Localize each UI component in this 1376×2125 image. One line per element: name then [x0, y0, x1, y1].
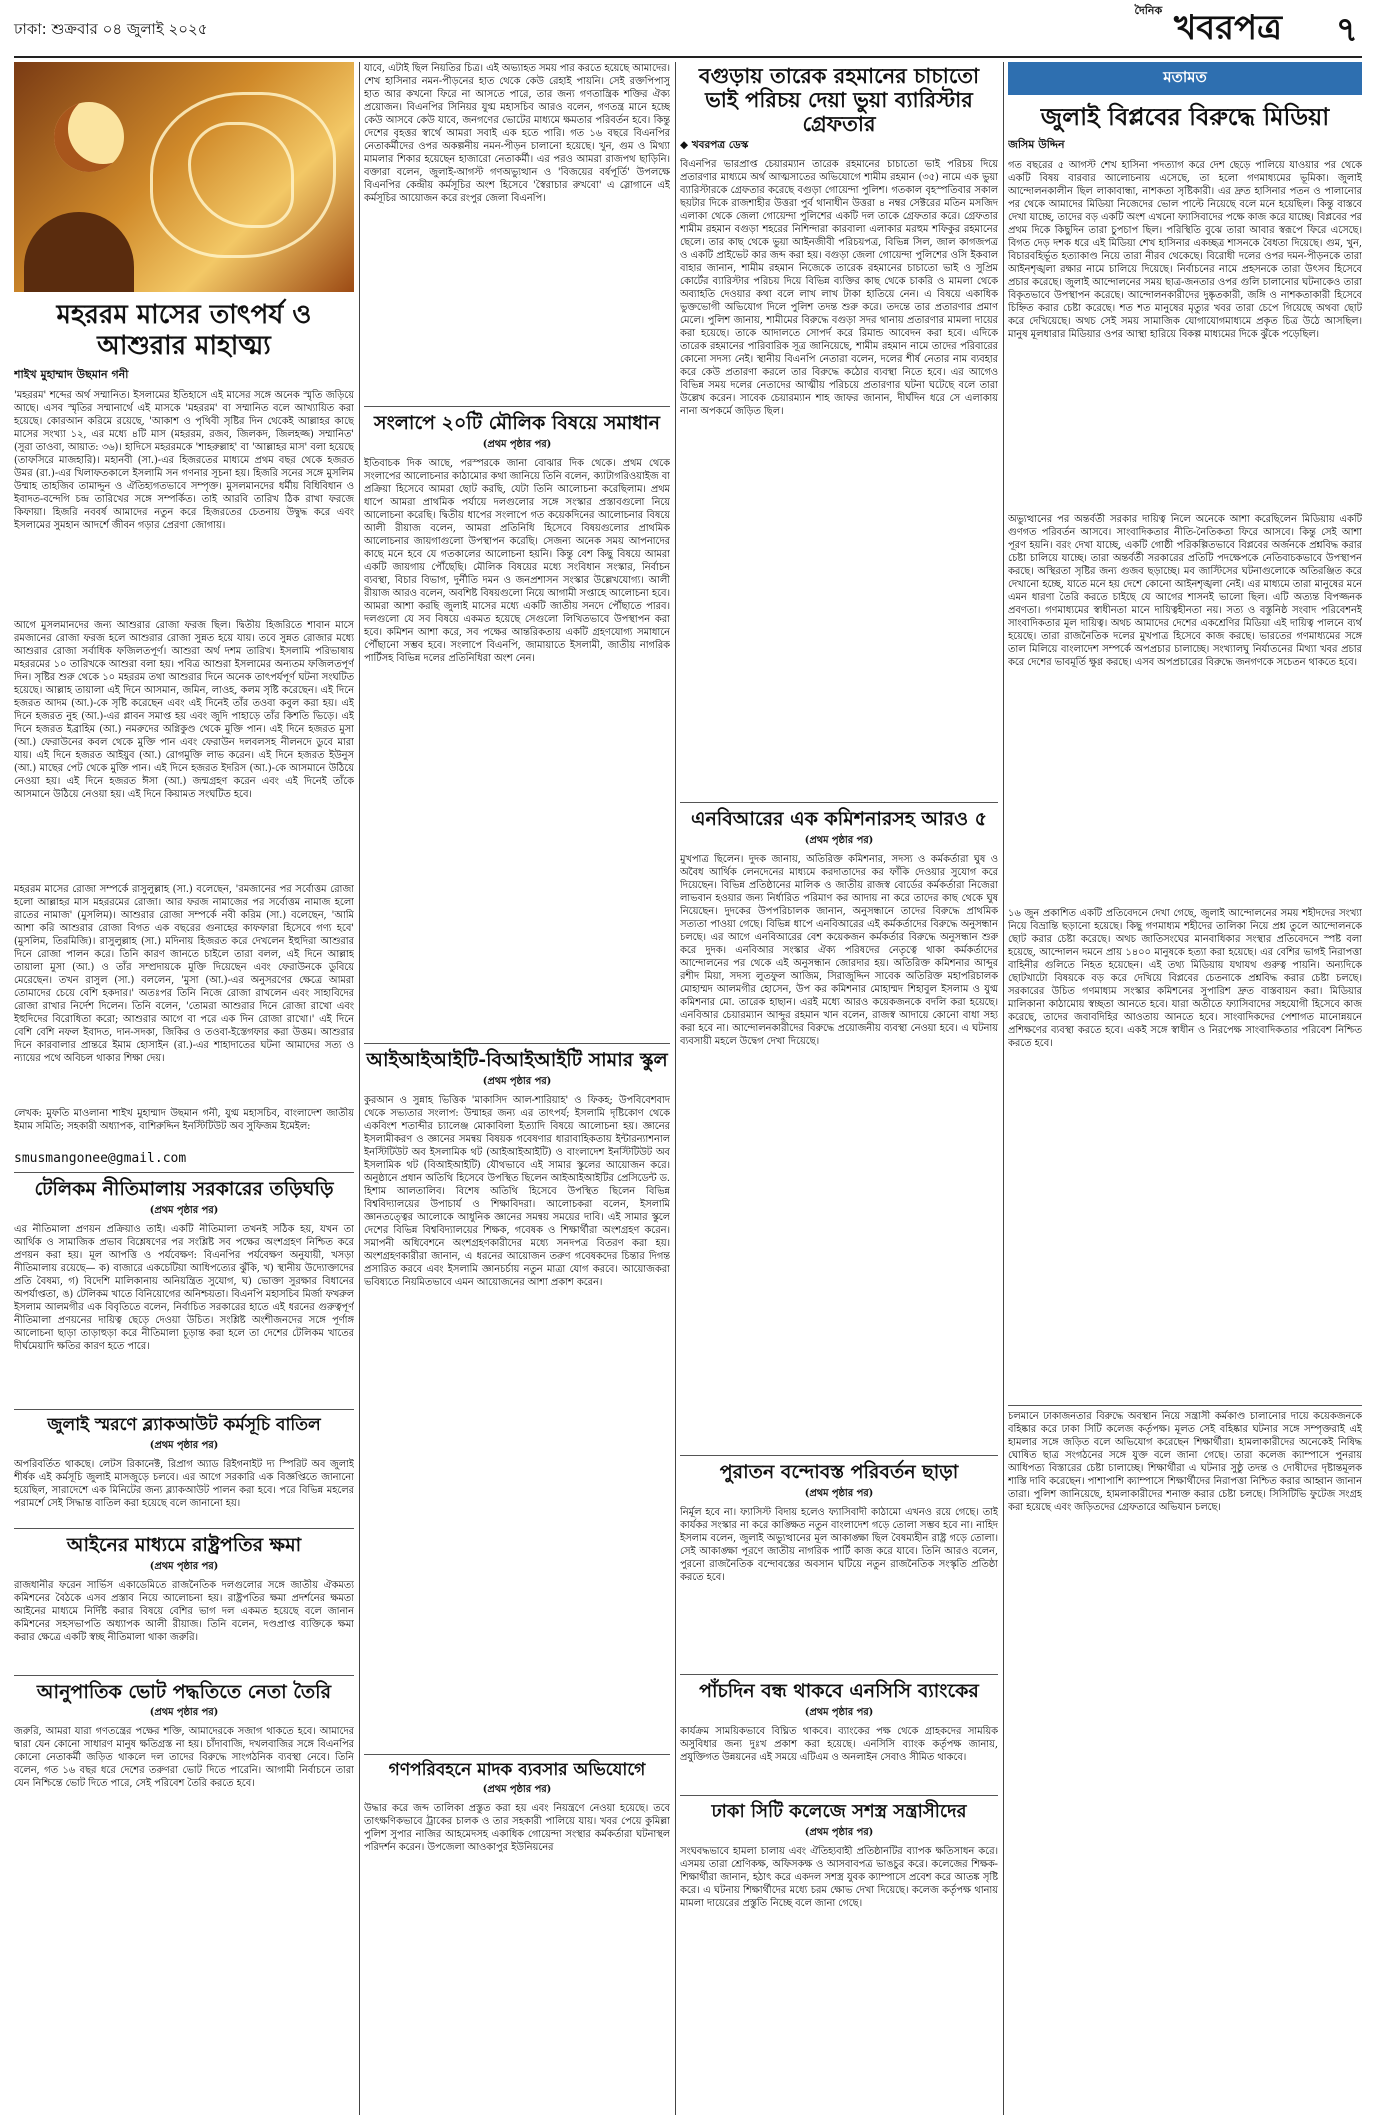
opinion-body: ১৬ জুন প্রকাশিত একটি প্রতিবেদনে দেখা গেছে, জুলাই আন্দোলনের সময় শহীদদের সংখ্যা নিয়ে বিভ্রান্তি ছড়ানো হয়েছে। কিছু গণমাধ্যম শহীদের তালিকা নিয়ে প্রশ্ন তুলে আন্দোলনকে ছোট করার চেষ্টা করেছে। অথচ জাতিসংঘের মানবাধিকার সংস্থার প্রতিবেদনে স্পষ্ট বলা হয়েছে, আন্দোলন দমনে প্রায় ১৪০০ মানুষকে হত্যা করা হয়েছে। এর বেশির ভাগই নিরাপত্তা বাহিনীর গুলিতে নিহত হয়েছেন। এই তথ্য মিডিয়ায় যথাযথ গুরুত্ব পায়নি। অন্যদিকে ছোটখাটো বিষয়কে বড় করে দেখিয়ে বিপ্লবের চেতনাকে প্রশ্নবিদ্ধ করার চেষ্টা চলছে। সরকারের উচিত গণমাধ্যম সংস্কার কমিশনের সুপারিশ দ্রুত বাস্তবায়ন করা। মিডিয়ার মালিকানা কাঠামোয় স্বচ্ছতা আনতে হবে। যারা অতীতে ফ্যাসিবাদের সহযোগী হিসেবে কাজ করেছে, তাদের জবাবদিহির আওতায় আনতে হবে। সাংবাদিকদের পেশাগত মানোন্নয়নে প্রশিক্ষণের ব্যবস্থা করতে হবে। একই সঙ্গে স্বাধীন ও নিরপেক্ষ সাংবাদিকতার পরিবেশ নিশ্চিত করতে হবে।: [1008, 907, 1362, 1049]
column-divider: [675, 62, 676, 2115]
newspaper-logo: [1135, 2, 1283, 59]
story-title: এনবিআরের এক কমিশনারসহ আরও ৫: [691, 808, 987, 831]
continued-label: (প্রথম পৃষ্ঠার পর): [804, 1826, 874, 1838]
continued-label: (প্রথম পৃষ্ঠার পর): [149, 1439, 219, 1451]
continued-label: (প্রথম পৃষ্ঠার পর): [149, 1707, 219, 1719]
column-2: [364, 62, 670, 2115]
page-number: ৭: [1335, 10, 1358, 50]
story-body: ইতিবাচক দিক আছে, পরস্পরকে জানা বোঝার দিক থেকে। প্রথম থেকে সংলাপের আলোচনার কাঠামোর কথা জানিয়ে তিনি বলেন, ক্যাটাগরিওয়াইজ বা প্রক্রিয়া হিসেবে আমরা ছোট করছি, যেটা তিনি আলোচনা করেছিলাম। প্রথম ধাপে আমরা প্রাথমিক পর্যায়ে দলগুলোর সঙ্গে সংস্কার প্রস্তাবগুলো নিয়ে আলোচনা করেছি। দ্বিতীয় ধাপের সংলাপে গত কয়েকদিনের আলোচনার বিষয়ে আলী রীয়াজ বলেন, আমরা প্রতিনিধি হিসেবে বিষয়গুলোর প্রাথমিক আলোচনার জায়গাগুলো উপস্থাপন করেছি। সেজন্য অনেক সময় আপনাদের কাছে মনে হবে যে গতকালের আলোচনা হয়নি। কিন্তু বেশ কিছু বিষয়ে আমরা একটি জায়গায় পৌঁছেছি। মৌলিক বিষয়ের মধ্যে সংবিধান সংস্কার, নির্বাচন ব্যবস্থা, বিচার বিভাগ, দুর্নীতি দমন ও জনপ্রশাসন সংস্কার উল্লেখযোগ্য। আলী রীয়াজ আরও বলেন, অবশিষ্ট বিষয়গুলো নিয়ে আগামী সপ্তাহে আলোচনা হবে। আমরা আশা করছি জুলাই মাসের মধ্যে একটি জাতীয় সনদে পৌঁছাতে পারব। দলগুলো যে সব বিষয়ে একমত হয়েছে সেগুলো লিখিতভাবে উপস্থাপন করা হবে। কমিশন আশা করে, সব পক্ষের আন্তরিকতায় একটি গ্রহণযোগ্য সমাধানে পৌঁছানো সম্ভব হবে। সংলাপে বিএনপি, জামায়াতে ইসলামী, জাতীয় নাগরিক পার্টিসহ বিভিন্ন দলের প্রতিনিধিরা অংশ নেন।: [364, 457, 670, 664]
continued-label: (প্রথম পৃষ্ঠার পর): [149, 1205, 219, 1217]
opinion-body: গত বছরের ৫ আগস্ট শেখ হাসিনা পদত্যাগ করে দেশ ছেড়ে পালিয়ে যাওয়ার পর থেকে একটি বিষয় বারবার আলোচনায় এসেছে, তা হলো গণমাধ্যমের ভূমিকা। জুলাই আন্দোলনকালীন ছিল লাকাবান্ধা, নাশকতা সৃষ্টিকারী। এর দ্রুত হাসিনার পতন ও পালানোর পর থেকে আমাদের মিডিয়া নিজেদের ভোল পাল্টে নিয়েছে বলে মনে হয়েছিল। কিন্তু বাস্তবে দেখা যাচ্ছে, তাদের বড় একটি অংশ এখনো ফ্যাসিবাদের পক্ষে কাজ করে যাচ্ছে। বিপ্লবের পর প্রথম দিকে কিছুদিন তারা চুপচাপ ছিল। পরিস্থিতি বুঝে তারা আবার স্বরূপে ফিরে এসেছে। বিগত দেড় দশক ধরে এই মিডিয়া শেখ হাসিনার একচ্ছত্র শাসনকে বৈধতা দিয়েছে। গুম, খুন, বিচারবহির্ভূত হত্যাকাণ্ড নিয়ে তারা নীরব থেকেছে। বিরোধী দলের ওপর দমন-পীড়নকে তারা আইনশৃঙ্খলা রক্ষার নামে চালিয়ে দিয়েছে। নির্বাচনের নামে প্রহসনকে তারা উৎসব হিসেবে প্রচার করেছে। জুলাই আন্দোলনের সময় ছাত্র-জনতার ওপর গুলি চালানোর ঘটনাকেও তারা বিকৃতভাবে উপস্থাপন করেছে। আন্দোলনকারীদের দুষ্কৃতকারী, জঙ্গি ও নাশকতাকারী হিসেবে চিহ্নিত করার চেষ্টা করেছে। শত শত মানুষের মৃত্যুর খবর তারা চেপে গিয়েছে অথবা ছোট করে দেখিয়েছে। অথচ সেই সময় সামাজিক যোগাযোগমাধ্যমে প্রকৃত চিত্র উঠে আসছিল। মানুষ মূলধারার মিডিয়ার ওপর আস্থা হারিয়ে বিকল্প মাধ্যমের দিকে ঝুঁকে পড়েছিল।: [1008, 159, 1362, 340]
divider: [680, 1674, 998, 1675]
story-title: আইনের মাধ্যমে রাষ্ট্রপতির ক্ষমা: [66, 1533, 302, 1556]
opinion-author: জসিম উদ্দিন: [1008, 137, 1065, 151]
story-body: অপরিবর্তিত থাকছে। লেটস রিকানেক্ট, রিপ্রাগ অ্যাড রিইগনাইট দ্য স্পিরিট অব জুলাই শীর্ষক এই কর্মসূচি জুলাই মাসজুড়ে চলবে। এর আগে সরকারি এক বিজ্ঞপ্তিতে জানানো হয়েছিল, সারাদেশে এক মিনিটের জন্য ব্ল্যাকআউট পালন করা হবে। পরে বিভিন্ন মহলের পরামর্শে সেই সিদ্ধান্ত বাতিল করা হয়েছে বলে জানানো হয়।: [14, 1458, 354, 1509]
article-headline: মহররম মাসের তাৎপর্য ও আশুরার মাহাত্ম্য: [56, 300, 312, 362]
article-author: শাইখ মুহাম্মাদ উছমান গনী: [14, 368, 129, 382]
column-1: [14, 62, 354, 2115]
author-bio: লেখক: মুফতি মাওলানা শাইখ মুহাম্মাদ উছমান গনী, যুগ্ম মহাসচিব, বাংলাদেশ জাতীয় ইমাম সমিতি; সহকারী অধ্যাপক, বাশিরুদ্দিন ইনস্টিটিউট অব সুফিজম ইমেইল:: [14, 1108, 354, 1133]
article-body: আগে মুসলমানদের জন্য আশুরার রোজা ফরজ ছিল। দ্বিতীয় হিজরিতে শাবান মাসে রমজানের রোজা ফরজ হলে আশুরার রোজা সুন্নত হয়ে যায়। তবে সুন্নত রোজার মধ্যে আশুরার রোজা সর্বাধিক ফজিলতপূর্ণ। আশুরা অর্থ দশম তারিখ। ইসলামি পরিভাষায় মহররমের ১০ তারিখকে আশুরা বলা হয়। পবিত্র আশুরা ইসলামের অন্যতম ফজিলতপূর্ণ দিন। সৃষ্টির শুরু থেকে ১০ মহররম তথা আশুরার দিনে অনেক তাৎপর্যপূর্ণ ঘটনা সংঘটিত হয়েছে। আল্লাহ তায়ালা এই দিনে আসমান, জমিন, লাওহ, কলম সৃষ্টি করেছেন। এই দিনে হজরত আদম (আ.)-কে সৃষ্টি করেছেন এবং এই দিনেই তাঁর তওবা কবুল করা হয়। এই দিনে হজরত নুহ (আ.)-এর প্লাবন সমাপ্ত হয় এবং জুদি পাহাড়ে তাঁর কিশতি ভিড়ে। এই দিনে হজরত ইব্রাহিম (আ.) নমরুদের অগ্নিকুণ্ড থেকে মুক্তি পান। এই দিনে হজরত মুসা (আ.) ফেরাউনের কবল থেকে মুক্তি পান এবং ফেরাউন দলবলসহ নীলনদে ডুবে মারা যায়। এই দিনে হজরত আইয়ুব (আ.) রোগমুক্তি লাভ করেন। এই দিনে হজরত ইউনুস (আ.) মাছের পেট থেকে মুক্তি পান। এই দিনে হজরত ইদরিস (আ.)-কে আসমানে উঠিয়ে নেওয়া হয়। এই দিনে হজরত ঈসা (আ.) জন্মগ্রহণ করেন এবং এই দিনেই তাঁকে আসমানে উঠিয়ে নেওয়া হয়। এই দিনে কিয়ামত সংঘটিত হবে।: [14, 620, 354, 801]
column-divider: [1003, 62, 1004, 2115]
issue-date: ঢাকা: শুক্রবার ০৪ জুলাই ২০২৫: [14, 20, 208, 38]
story-body: উদ্ধার করে জব্দ তালিকা প্রস্তুত করা হয় এবং নিয়ন্ত্রণে নেওয়া হয়েছে। তবে তাৎক্ষণিকভাবে ট্রাকের চালক ও তার সহকারী পালিয়ে যায়। খবর পেয়ে কুমিল্লা পুলিশ সুপার নাজির আহমেদসহ একাধিক গোয়েন্দা সংস্থার কর্মকর্তারা ঘটনাস্থল পরিদর্শন করেন। উপজেলা আওকাপুর ইউনিয়নের: [364, 1803, 670, 1854]
continued-label: (প্রথম পৃষ্ঠার পর): [482, 1075, 552, 1087]
story-title: টেলিকম নীতিমালায় সরকারের তড়িঘড়ি: [34, 1178, 334, 1201]
story-title: পাঁচদিন বন্ধ থাকবে এনসিসি ব্যাংকের: [699, 1680, 979, 1703]
divider: [14, 1528, 354, 1529]
author-email[interactable]: smusmangonee@gmail.com: [14, 1151, 187, 1167]
opinion-body: অভ্যুত্থানের পর অন্তর্বর্তী সরকার দায়িত্ব নিলে অনেকে আশা করেছিলেন মিডিয়ায় একটি গুণগত পরিবর্তন আসবে। সাংবাদিকতার নীতি-নৈতিকতা ফিরে আসবে। কিন্তু সেই আশা পূরণ হয়নি। বরং দেখা যাচ্ছে, একটি গোষ্ঠী পরিকল্পিতভাবে বিপ্লবের অর্জনকে প্রশ্নবিদ্ধ করার চেষ্টা চালিয়ে যাচ্ছে। তারা অন্তর্বর্তী সরকারের প্রতিটি পদক্ষেপকে নেতিবাচকভাবে উপস্থাপন করছে। অস্থিরতা সৃষ্টির জন্য গুজব ছড়াচ্ছে। মব জাস্টিসের ঘটনাগুলোকে অতিরঞ্জিত করে দেখানো হচ্ছে, যাতে মনে হয় দেশে কোনো আইনশৃঙ্খলা নেই। এর মাধ্যমে তারা মানুষের মনে এমন ধারণা তৈরি করতে চাইছে যে আগের শাসনই ভালো ছিল। এটি অত্যন্ত বিপজ্জনক প্রবণতা। গণমাধ্যমের স্বাধীনতা মানে দায়িত্বহীনতা নয়। সত্য ও বস্তুনিষ্ঠ সংবাদ পরিবেশনই সাংবাদিকতার মূল দায়িত্ব। অথচ আমাদের দেশের একশ্রেণির মিডিয়া এই দায়িত্ব পালনে ব্যর্থ হয়েছে। তারা রাজনৈতিক দলের মুখপাত্র হিসেবে কাজ করছে। ভারতের গণমাধ্যমের সঙ্গে তাল মিলিয়ে বাংলাদেশ সম্পর্কে অপপ্রচার চালাচ্ছে। সংখ্যালঘু নির্যাতনের মিথ্যা খবর প্রচার করে দেশের ভাবমূর্তি ক্ষুণ্ণ করছে। এসব অপপ্রচারের বিরুদ্ধে জনগণকে সচেতন থাকতে হবে।: [1008, 513, 1362, 668]
section-tag-opinion: মতামত: [1008, 62, 1362, 95]
continued-label: (প্রথম পৃষ্ঠার পর): [482, 438, 552, 450]
story-body: বিএনপির ভারপ্রাপ্ত চেয়ারম্যান তারেক রহমানের চাচাতো ভাই পরিচয় দিয়ে প্রতারণার মাধ্যমে অর্থ আত্মসাতের অভিযোগে শামীম রহমান (৩৫) নামে এক ভুয়া ব্যারিস্টারকে গ্রেফতার করেছে বগুড়া গোয়েন্দা পুলিশ। গতকাল বৃহস্পতিবার সকাল ছয়টার দিকে রাজশাহীর উত্তরা পুর্ব থানাধীন উত্তরা ৪ নম্বর সেক্টরের মতিন মসজিদ এলাকা থেকে জেলা গোয়েন্দা পুলিশের একটি দল তাকে গ্রেফতার করে। গ্রেফতার শামীম রহমান বগুড়া শহরের নিশিন্দারা কারবালা এলাকার মরহুম শফিকুর রহমানের ছেলে। তার কাছ থেকে ভুয়া আইনজীবী পরিচয়পত্র, বিভিন্ন সিল, জাল কাগজপত্র ও একটি প্রাইভেট কার জব্দ করা হয়। বগুড়া জেলা গোয়েন্দা পুলিশের ওসি ইকবাল বাহার জানান, শামীম রহমান নিজেকে তারেক রহমানের চাচাতো ভাই ও সুপ্রিম কোর্টের ব্যারিস্টার পরিচয় দিয়ে বিভিন্ন ব্যক্তির কাছ থেকে চাকরি ও মামলা থেকে অব্যাহতি দেওয়ার কথা বলে লাখ লাখ টাকা হাতিয়ে নেন। এ বিষয়ে একাধিক ভুক্তভোগী অভিযোগ দিলে পুলিশ তদন্ত শুরু করে। তদন্তে তার প্রতারণার প্রমাণ মেলে। পুলিশ জানায়, শামীমের বিরুদ্ধে বগুড়া সদর থানায় প্রতারণার মামলা দায়ের করা হয়েছে। তাকে আদালতে সোপর্দ করে রিমান্ড আবেদন করা হবে। এদিকে তারেক রহমানের পারিবারিক সূত্র জানিয়েছে, শামীম রহমান নামে তাদের পরিবারের কোনো সদস্য নেই। স্থানীয় বিএনপি নেতারা বলেন, দলের শীর্ষ নেতার নাম ব্যবহার করে কেউ প্রতারণা করলে তার বিরুদ্ধে কঠোর ব্যবস্থা নিতে হবে। এর আগেও বিভিন্ন সময় দলের নেতাদের আত্মীয় পরিচয়ে প্রতারণার ঘটনা ঘটেছে বলে তারা উল্লেখ করেন। সাবেক চেয়ারম্যান শাহ জাফর জানান, দীর্ঘদিন ধরে সে এলাকায় নানা অপকর্মে জড়িত ছিল।: [680, 159, 998, 418]
story-body: জরুরি, আমরা যারা গণতন্ত্রের পক্ষের শক্তি, আমাদেরকে সজাগ থাকতে হবে। আমাদের দ্বারা যেন কোনো সাধারণ মানুষ ক্ষতিগ্রস্ত না হয়। চাঁদাবাজি, দখলবাজির সঙ্গে বিএনপির কোনো নেতাকর্মী জড়িত থাকলে দল তাদের বিরুদ্ধে সাংগঠনিক ব্যবস্থা নেবে। তিনি বলেন, গত ১৬ বছর ধরে দেশের তরুণরা ভোট দিতে পারেনি। আগামী নির্বাচনে তারা যেন নিশ্চিন্তে ভোট দিতে পারে, সেই পরিবেশ তৈরি করতে হবে।: [14, 1726, 354, 1790]
story-body: সংঘবদ্ধভাবে হামলা চালায় এবং ঐতিহ্যবাহী প্রতিষ্ঠানটির ব্যাপক ক্ষতিসাধন করে। এসময় তারা শ্রেণিকক্ষ, অফিসকক্ষ ও আসবাবপত্র ভাঙচুর করে। কলেজের শিক্ষক-শিক্ষার্থীরা জানান, হঠাৎ করে একদল সশস্ত্র যুবক ক্যাম্পাসে প্রবেশ করে আতঙ্ক সৃষ্টি করে। এ ঘটনায় শিক্ষার্থীদের মধ্যে চরম ক্ষোভ দেখা দিয়েছে। কলেজ কর্তৃপক্ষ থানায় মামলা দায়েরের প্রস্তুতি নিচ্ছে বলে জানা গেছে।: [680, 1845, 998, 1909]
divider: [14, 1409, 354, 1410]
divider: [14, 1675, 354, 1676]
divider: [680, 802, 998, 803]
story-title: আইআইআইটি-বিআইআইটি সামার স্কুল: [366, 1048, 668, 1071]
ashura-banner-image: [14, 62, 354, 292]
masthead: [14, 0, 1362, 58]
divider: [364, 406, 670, 407]
mosque-dome-icon: [24, 212, 134, 292]
story-body: যাবে, এটাই ছিল নিয়তির চিত্র। এই অভ্যাহত সময় পার করতে হয়েছে আমাদের। শেখ হাসিনার নমন-পীড়নের হাত থেকে কেউ রেহাই পায়নি। সেই রক্তপিপাসু হাত আর কখনো ফিরে না আসতে পারে, তার জন্য গণতান্ত্রিক শক্তির ঐক্য প্রয়োজন। বিএনপির সিনিয়র যুগ্ম মহাসচিব আরও বলেন, গণতন্ত্র মানে হচ্ছে কেউ আসবে কেউ যাবে, জনগণের ভোটের মাধ্যমে ক্ষমতার পরিবর্তন হবে। কিন্তু দেশের বৃহত্তর স্বার্থে আমরা সবাই এক হতে পারি। গত ১৬ বছরে বিএনপির নেতাকর্মীদের ওপর অকল্পনীয় নমন-পীড়ন চালানো হয়েছে। খুন, গুম ও মিথ্যা মামলার শিকার হয়েছেন হাজারো নেতাকর্মী। এর পরও আমরা রাজপথ ছাড়িনি। বক্তারা বলেন, জুলাই-আগস্ট গণঅভ্যুত্থান ও 'বিজয়ের বর্ষপূর্তি' উপলক্ষে বিএনপির কেন্দ্রীয় কর্মসূচির অংশ হিসেবে 'স্বৈরাচার রুখবো' এ স্লোগানে এই কর্মসূচির আয়োজন করে রংপুর জেলা বিএনপি।: [364, 63, 670, 204]
lead-story-title: বগুড়ায় তারেক রহমানের চাচাতো ভাই পরিচয় দেয়া ভুয়া ব্যারিস্টার গ্রেফতার: [698, 63, 980, 137]
divider: [364, 1043, 670, 1044]
article-body: মহররম মাসের রোজা সম্পর্কে রাসুলুল্লাহ (সা.) বলেছেন, 'রমজানের পর সর্বোত্তম রোজা হলো আল্লাহর মাস মহররমের রোজা। আর ফরজ নামাজের পর সর্বোত্তম নামাজ হলো রাতের নামাজ' (মুসলিম)। আশুরার রোজা সম্পর্কে নবী করিম (সা.) বলেছেন, 'আমি আশা করি আশুরার রোজা বিগত এক বছরের গুনাহের কাফফারা হিসেবে গণ্য হবে' (মুসলিম, তিরমিজি)। রাসুলুল্লাহ (সা.) মদিনায় হিজরত করে দেখলেন ইহুদিরা আশুরার দিনে রোজা পালন করে। তিনি কারণ জানতে চাইলে তারা বলল, এই দিনে আল্লাহ তায়ালা মুসা (আ.) ও তাঁর সম্প্রদায়কে মুক্তি দিয়েছেন এবং ফেরাউনকে ডুবিয়ে মেরেছেন। তখন রাসুল (সা.) বললেন, 'মুসা (আ.)-এর অনুসরণের ক্ষেত্রে আমরা তোমাদের চেয়ে বেশি হকদার।' অতঃপর তিনি নিজে রোজা রাখলেন এবং সাহাবিদের রোজা রাখার নির্দেশ দিলেন। তিনি বলেন, 'তোমরা আশুরার দিনে রোজা রাখো এবং ইহুদিদের বিরোধিতা করো; আশুরার আগে বা পরে এক দিন রোজা রাখো।' এই দিনে বেশি বেশি নফল ইবাদত, দান-সদকা, জিকির ও তওবা-ইস্তেগফার করা উত্তম। আশুরার দিনে কারবালার প্রান্তরে ইমাম হোসাইন (রা.)-এর শাহাদাতের ঘটনা আমাদের সত্য ও ন্যায়ের পথে অবিচল থাকার শিক্ষা দেয়।: [14, 884, 354, 1065]
story-title: জুলাই স্মরণে ব্ল্যাকআউট কর্মসূচি বাতিল: [47, 1415, 321, 1436]
continued-label: (প্রথম পৃষ্ঠার পর): [804, 1706, 874, 1718]
divider: [364, 1754, 670, 1755]
column-divider: [359, 62, 360, 2115]
continued-label: (প্রথম পৃষ্ঠার পর): [149, 1560, 219, 1572]
story-title: আনুপাতিক ভোট পদ্ধতিতে নেতা তৈরি: [36, 1680, 332, 1703]
continued-label: (প্রথম পৃষ্ঠার পর): [804, 835, 874, 847]
story-body: কুরআন ও সুন্নাহ ভিত্তিক 'মাকাসিদ আল-শারিয়াহ' ও ফিকহ; উপবিবেশবাদ থেকে সভ্যতার সংলাপ: উম্মাহর জন্য এর তাৎপর্য; ইসলামি দৃষ্টিকোণ থেকে একবিংশ শতাব্দীর চ্যালেঞ্জ মোকাবিলা ইত্যাদি বিষয়ে আলোচনা হয়। জ্ঞানের ইসলামীকরণ ও জ্ঞানের সমন্বয় বিষয়ক গবেষণার ধারাবাহিকতায় ইন্টারন্যাশনাল ইনস্টিটিউট অব ইসলামিক থট (আইআইআইটি) ও বাংলাদেশ ইনস্টিটিউট অব ইসলামিক থট (বিআইআইটি) যৌথভাবে এই সামার স্কুলের আয়োজন করে। অনুষ্ঠানে প্রধান অতিথি হিসেবে উপস্থিত ছিলেন আইআইআইটির প্রেসিডেন্ট ড. হিশাম আলতালিব। বিশেষ অতিথি হিসেবে উপস্থিত ছিলেন বিভিন্ন বিশ্ববিদ্যালয়ের উপাচার্য ও শিক্ষাবিদরা। আলোচকরা বলেন, ইসলামি জ্ঞানতত্ত্বের আলোকে আধুনিক জ্ঞানের সমন্বয় সময়ের দাবি। এই সামার স্কুলে দেশের বিভিন্ন বিশ্ববিদ্যালয়ের শিক্ষক, গবেষক ও শিক্ষার্থীরা অংশগ্রহণ করেন। সমাপনী অধিবেশনে অংশগ্রহণকারীদের মধ্যে সনদপত্র বিতরণ করা হয়। অংশগ্রহণকারীরা জানান, এ ধরনের আয়োজন তরুণ গবেষকদের চিন্তার দিগন্ত প্রসারিত করবে এবং ইসলামি জ্ঞানচর্চায় নতুন মাত্রা যোগ করবে। আয়োজকরা ভবিষ্যতে নিয়মিতভাবে এমন আয়োজনের আশা প্রকাশ করেন।: [364, 1094, 670, 1288]
story-title: পুরাতন বন্দোবস্ত পরিবর্তন ছাড়া: [719, 1461, 959, 1484]
story-body: নির্মূল হবে না। ফ্যাসিস্ট বিদায় হলেও ফ্যাসিবাদী কাঠামো এখনও রয়ে গেছে। তাই কার্যকর সংস্কার না করে কাঙ্ক্ষিত নতুন বাংলাদেশ গড়ে তোলা সম্ভব হবে না। নাহিদ ইসলাম বলেন, জুলাই অভ্যুত্থানের মূল আকাঙ্ক্ষা ছিল বৈষম্যহীন রাষ্ট্র গড়ে তোলা। সেই আকাঙ্ক্ষা পূরণে জাতীয় নাগরিক পার্টি কাজ করে যাবে। তিনি আরও বলেন, পুরনো রাজনৈতিক বন্দোবস্তের অবসান ঘটিয়ে নতুন রাজনৈতিক সংস্কৃতি প্রতিষ্ঠা করতে হবে।: [680, 1507, 998, 1584]
continued-label: (প্রথম পৃষ্ঠার পর): [482, 1784, 552, 1796]
story-body: রাজধানীর ফরেন সার্ভিস একাডেমিতে রাজনৈতিক দলগুলোর সঙ্গে জাতীয় ঐকমত্য কমিশনের বৈঠকে এসব প্রস্তাব নিয়ে আলোচনা হয়। রাষ্ট্রপতির ক্ষমা প্রদর্শনের ক্ষমতা আইনের মাধ্যমে নির্দিষ্ট করার বিষয়ে বেশির ভাগ দল একমত হয়েছে বলে জানান কমিশনের সহসভাপতি অধ্যাপক আলী রীয়াজ। তিনি বলেন, দণ্ডপ্রাপ্ত ব্যক্তিকে ক্ষমা করার ক্ষেত্রে একটি স্বচ্ছ নীতিমালা থাকা জরুরি।: [14, 1579, 354, 1643]
news-desk-byline: ◆ খবরপত্র ডেস্ক: [680, 139, 749, 152]
story-title: সংলাপে ২০টি মৌলিক বিষয়ে সমাধান: [374, 412, 660, 434]
story-body: চলমানে ঢাকাজনতার বিরুদ্ধে অবস্থান নিয়ে সন্ত্রাসী কর্মকাণ্ড চালানোর দায়ে কয়েকজনকে বহিষ্কার করে ঢাকা সিটি কলেজ কর্তৃপক্ষ। মূলত সেই বহিষ্কার ঘটনার সঙ্গে সম্পৃক্তরাই এই হামলার সঙ্গে জড়িত বলে অভিযোগ করেছেন শিক্ষার্থীরা। হামলাকারীদের অনেকেই নিষিদ্ধ ঘোষিত ছাত্র সংগঠনের সঙ্গে যুক্ত বলে জানা গেছে। তারা কলেজ ক্যাম্পাসে পুনরায় আধিপত্য বিস্তারের চেষ্টা চালাচ্ছে। শিক্ষার্থীরা এ ঘটনার সুষ্ঠু তদন্ত ও দোষীদের দৃষ্টান্তমূলক শাস্তি দাবি করেছেন। পাশাপাশি ক্যাম্পাসে শিক্ষার্থীদের নিরাপত্তা নিশ্চিত করার আহ্বান জানান তারা। পুলিশ জানিয়েছে, হামলাকারীদের শনাক্ত করার চেষ্টা চলছে। সিসিটিভি ফুটেজ সংগ্রহ করা হয়েছে এবং জড়িতদের গ্রেফতারে অভিযান চলছে।: [1008, 1410, 1362, 1513]
story-body: মুখপাত্র ছিলেন। দুদক জানায়, অতিরিক্ত কমিশনার, সদস্য ও কর্মকর্তারা ঘুষ ও অবৈধ আর্থিক লেনদেনের মাধ্যমে করদাতাদের কর ফাঁকি দেওয়ার সুযোগ করে দিয়েছেন। বিভিন্ন প্রতিষ্ঠানের মালিক ও জাতীয় রাজস্ব বোর্ডের কর্মকর্তারা নিজেরা লাভবান হওয়ার জন্য নির্ধারিত পরিমাণ কর আদায় না করে তাদের কাছ থেকে ঘুষ নিয়েছেন। দুদকের উপপরিচালক জানান, অনুসন্ধানে তাদের বিরুদ্ধে প্রাথমিক সত্যতা পাওয়া গেছে। বিভিন্ন ধাপে এনবিআরের এই কর্মকর্তাদের বিরুদ্ধে অনুসন্ধান চলছে। এর আগে এনবিআরের বেশ কয়েকজন কর্মকর্তার বিরুদ্ধে অনুসন্ধান শুরু করে দুদক। এনবিআর সংস্কার ঐক্য পরিষদের নেতৃত্বে থাকা কর্মকর্তাদের আন্দোলনের পর থেকে এই অনুসন্ধান জোরদার হয়। অতিরিক্ত কমিশনার আব্দুর রশীদ মিয়া, সদস্য লুতফুল আজিম, সিরাজুদ্দিন সাবেক অতিরিক্ত মহাপরিচালক মোহাম্মদ আলমগীর হোসেন, উপ কর কমিশনার মোহাম্মদ শিহাবুল ইসলাম ও যুগ্ম কমিশনার মো. তারেক হাছান। এরই মধ্যে আরও কয়েকজনকে বদলি করা হয়েছে। এনবিআর চেয়ারম্যান আব্দুর রহমান খান বলেন, রাজস্ব আদায়ে কোনো বাধা সহ্য করা হবে না। আন্দোলনকারীদের বিরুদ্ধে প্রয়োজনীয় ব্যবস্থা নেওয়া হবে। এ ঘটনায় ব্যবসায়ী মহলে উদ্বেগ দেখা দিয়েছে।: [680, 854, 998, 1048]
opinion-title: জুলাই বিপ্লবের বিরুদ্ধে মিডিয়া: [1040, 102, 1330, 131]
continued-label: (প্রথম পৃষ্ঠার পর): [804, 1488, 874, 1500]
divider: [680, 1795, 998, 1796]
story-body: এর নীতিমালা প্রণয়ন প্রক্রিয়াও তাই। একটি নীতিমালা তখনই সঠিক হয়, যখন তা আর্থিক ও সামাজিক প্রভাব বিশ্লেষণের পর সংশ্লিষ্ট সব পক্ষের অংশগ্রহণ নিশ্চিত করে প্রণয়ন করা হয়। মূল আপত্তি ও পর্যবেক্ষণ: বিএনপির পর্যবেক্ষণ অনুযায়ী, খসড়া নীতিমালায় রয়েছে— ক) বাজারে একচেটিয়া আধিপত্যের ঝুঁকি, খ) স্থানীয় উদ্যোক্তাদের প্রতি বৈষম্য, গ) বিদেশি মালিকানায় অনিয়ন্ত্রিত সুযোগ, ঘ) ভোক্তা সুরক্ষার বিধানের অপর্যাপ্ততা, ঙ) টেলিকম খাতে বিনিয়োগের অনিশ্চয়তা। বিএনপি মহাসচিব মির্জা ফখরুল ইসলাম আলমগীর এক বিবৃতিতে বলেন, নির্বাচিত সরকারের হাতে এই ধরনের গুরুত্বপূর্ণ নীতিমালা প্রণয়নের দায়িত্ব ছেড়ে দেওয়া উচিত। সংশ্লিষ্ট অংশীজনদের সঙ্গে পূর্ণাঙ্গ আলোচনা ছাড়া তাড়াহুড়া করে নীতিমালা চূড়ান্ত করা হলে তা দেশের টেলিকম খাতের দীর্ঘমেয়াদি ক্ষতির কারণ হতে পারে।: [14, 1224, 354, 1353]
logo-prefix: দৈনিক: [1134, 4, 1163, 17]
article-body: 'মহররম' শব্দের অর্থ সম্মানিত। ইসলামের ইতিহাসে এই মাসের সঙ্গে অনেক স্মৃতি জড়িয়ে আছে। এসব স্মৃতির সম্মানার্থে এই মাসকে 'মহররম' বা সম্মানিত বলে আখ্যায়িত করা হয়েছে। কোরআন করিমে রয়েছে, 'আকাশ ও পৃথিবী সৃষ্টির দিন থেকেই আল্লাহর কাছে মাসের সংখ্যা ১২, এর মধ্যে ৪টি মাস (মহররম, রজব, জিলকদ, জিলহজ্জ) সম্মানিত' (সুরা তাওবা, আয়াত: ৩৬)। হাদিসে মহররমকে 'শাহরুল্লাহ' বা 'আল্লাহর মাস' বলা হয়েছে (তাফসিরে মাজহারি)। মহানবী (সা.)-এর হিজরতের মাধ্যমে প্রথম বছর থেকে হজরত উমর (রা.)-এর খিলাফতকালে ইসলামি সন গণনার সূচনা হয়। হিজরি সনের সঙ্গে মুসলিম উম্মাহ তাহজিব তামাদ্দুন ও ঐতিহ্যগতভাবে সম্পৃক্ত। মুসলমানদের ধর্মীয় বিধিবিধান ও ইবাদত-বন্দেগি চন্দ্র তারিখের সঙ্গে সম্পর্কিত। তাই আরবি তারিখ ঠিক রাখা ফরজে কিফায়া। হিজরি নববর্ষ আমাদের নতুন করে হিজরতের চেতনায় উদ্বুদ্ধ করে এবং ইসলামের সুমহান আদর্শে জীবন গড়ার প্রেরণা জোগায়।: [14, 390, 354, 532]
column-4: [1008, 62, 1362, 2115]
column-3: [680, 62, 998, 2115]
divider: [14, 1172, 354, 1173]
divider: [680, 1455, 998, 1456]
story-title: ঢাকা সিটি কলেজে সশস্ত্র সন্ত্রাসীদের: [711, 1800, 967, 1822]
divider: [1008, 1405, 1362, 1406]
story-body: কার্যক্রম সাময়িকভাবে বিঘ্নিত থাকবে। ব্যাংকের পক্ষ থেকে গ্রাহকদের সাময়িক অসুবিধার জন্য দুঃখ প্রকাশ করা হয়েছে। এনসিসি ব্যাংক কর্তৃপক্ষ জানায়, প্রযুক্তিগত উন্নয়নের এই সময়ে এটিএম ও অনলাইন সেবাও সীমিত থাকবে।: [680, 1725, 998, 1763]
logo-name: খবরপত্র: [1173, 8, 1282, 48]
crescent-moon-icon: [54, 102, 124, 172]
story-title: গণপরিবহনে মাদক ব্যবসার অভিযোগে: [388, 1759, 646, 1780]
